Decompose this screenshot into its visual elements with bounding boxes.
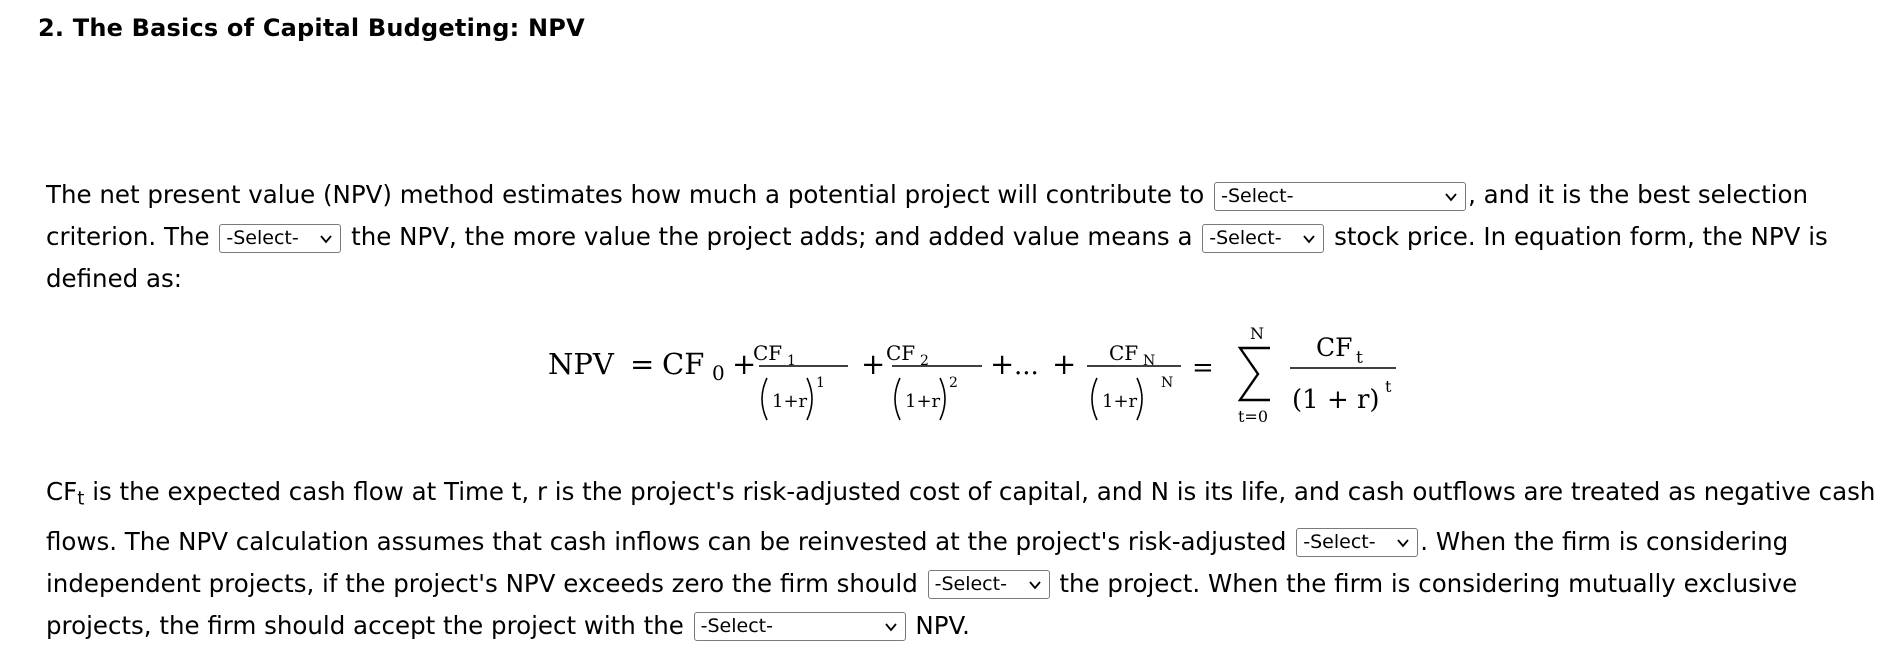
select-value: -Select- [226, 226, 299, 249]
paragraph-text: The net present value (NPV) method estimates how much a potential project will contribute to [46, 180, 1205, 209]
right-paren [1137, 378, 1142, 420]
paragraph-text: stock price. In equation form, the NPV is defined as: [46, 222, 1828, 293]
paragraph-text: NPV. [915, 610, 970, 640]
formula-ellipsis: ... [1014, 351, 1039, 381]
formula-subn: N [1143, 353, 1156, 369]
paragraph-text: is the expected cash flow at Time t, r is the project's risk-adjusted cost of capital, and N is its life, and cash outflows are treated as negative cash flows. The NPV calculation assumes that cash inflows can be reinvested at the project's risk-adjusted [46, 477, 1876, 556]
chevron-down-icon [1027, 577, 1043, 593]
select-value: -Select- [1221, 184, 1294, 207]
formula-plus: + [732, 347, 757, 381]
formula-exp2: 2 [949, 375, 958, 391]
select-value: -Select- [1209, 226, 1282, 249]
formula-plus: + [861, 347, 886, 381]
intro-paragraph [46, 174, 1886, 300]
formula-sum-denominator: (1 + r) [1292, 385, 1380, 415]
formula-sub0: 0 [712, 361, 725, 385]
formula-npv: NPV [548, 347, 614, 381]
formula-denominator: 1+r [1102, 391, 1138, 412]
formula-expn: N [1161, 375, 1174, 391]
cf-subscript: t [77, 488, 85, 510]
decision-select[interactable] [928, 570, 1050, 599]
contribution-select[interactable] [1214, 182, 1466, 211]
npv-choice-select[interactable] [694, 612, 906, 641]
right-paren [940, 378, 945, 420]
formula-cf2: CF [886, 341, 916, 365]
formula-cf1: CF [753, 341, 783, 365]
formula-sub1: 1 [787, 353, 796, 369]
paragraph-text: the NPV, the more value the project adds; and added value means a [351, 222, 1193, 251]
sum-lower-limit: t=0 [1238, 407, 1269, 426]
formula-subt: t [1356, 348, 1363, 368]
paragraph-text: the project. When the firm is considering mutually exclusive projects, the firm should accept the project with the [46, 568, 1798, 640]
select-value: -Select- [1303, 531, 1376, 554]
formula-plus: + [1052, 347, 1077, 381]
chevron-down-icon [1443, 189, 1459, 205]
formula-equals: = [1192, 353, 1214, 383]
sigma-symbol [1240, 348, 1270, 400]
page-title: 2. The Basics of Capital Budgeting: NPV [38, 14, 585, 42]
formula-sub2: 2 [920, 353, 929, 369]
paragraph-text: . When the firm is considering independent projects, if the project's NPV exceeds zero the firm should [46, 526, 1789, 598]
cf-symbol: CF [46, 477, 78, 506]
npv-formula [548, 322, 1408, 432]
formula-exp-t: t [1385, 377, 1392, 396]
chevron-down-icon [1301, 231, 1317, 247]
formula-cfn: CF [1109, 341, 1139, 365]
formula-plus: + [990, 347, 1015, 381]
formula-equals: = [630, 347, 655, 381]
select-value: -Select- [934, 573, 1007, 596]
explanation-paragraph [46, 471, 1886, 647]
formula-cf0: CF [662, 347, 705, 381]
stock-price-select[interactable] [1202, 224, 1324, 253]
reinvestment-select[interactable] [1296, 528, 1418, 557]
select-value: -Select- [700, 615, 773, 638]
right-paren [807, 378, 812, 420]
sum-upper-limit: N [1250, 324, 1264, 343]
npv-magnitude-select[interactable] [219, 224, 341, 253]
chevron-down-icon [318, 231, 334, 247]
left-paren [895, 378, 900, 420]
paragraph-text: , and it is the best selection criterion. The [46, 180, 1809, 251]
formula-denominator: 1+r [772, 391, 808, 412]
formula-denominator: 1+r [905, 391, 941, 412]
formula-cft: CF [1316, 333, 1353, 362]
chevron-down-icon [1395, 535, 1411, 551]
chevron-down-icon [883, 619, 899, 635]
formula-exp1: 1 [816, 375, 825, 391]
left-paren [1092, 378, 1097, 420]
left-paren [762, 378, 767, 420]
